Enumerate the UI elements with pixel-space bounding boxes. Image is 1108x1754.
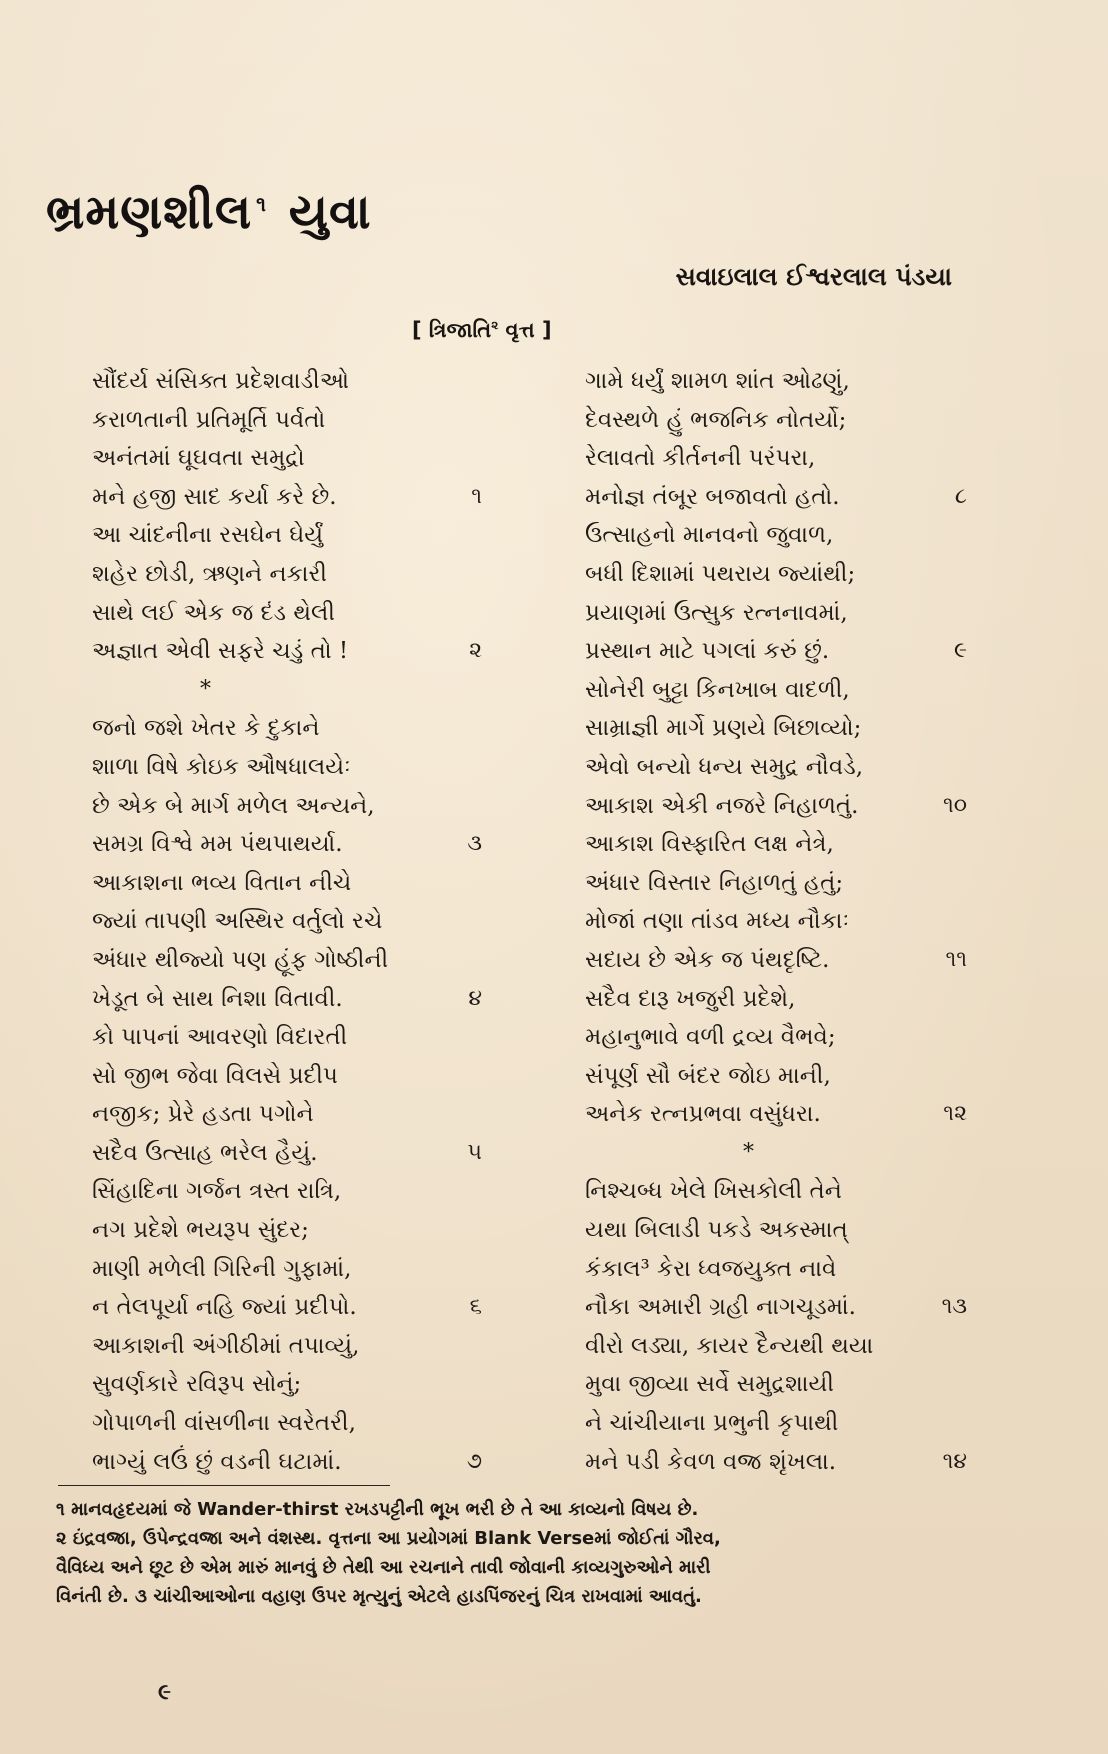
stanza-number: ૭ — [466, 1448, 482, 1474]
stanza-number — [442, 362, 482, 401]
stanza-number — [442, 941, 482, 980]
verse-text: કંકાલ³ કેરા ધ્વજયુક્ત નાવે — [585, 1255, 837, 1282]
stanza-number — [442, 1365, 482, 1404]
verse-text: મને હજી સાદ કર્યા કરે છે. — [92, 483, 337, 510]
stanza-number — [927, 1404, 967, 1443]
stanza-number: ૨ — [469, 638, 482, 664]
verse-line — [585, 1250, 967, 1289]
poem-title-suffix: યુવા — [288, 184, 372, 240]
verse-text: ન તેલપૂર્યા નહિ જ્યાં પ્રદીપો. — [92, 1294, 357, 1321]
stanza-number: ૪ — [468, 985, 482, 1011]
stanza-number: ૧૨ — [943, 1101, 967, 1127]
verse-line — [92, 902, 482, 941]
verse-text: સાથે લઈ એક જ દંડ થેલી — [92, 599, 335, 626]
stanza-number: ૧૩ — [941, 1294, 967, 1320]
stanza-number — [442, 1327, 482, 1366]
stanza-number — [927, 1327, 967, 1366]
verse-text: અનંતમાં ઘૂઘવતા સમુદ્રો — [92, 445, 305, 472]
stanza-number — [442, 1018, 482, 1057]
verse-text: સદૈવ ઉત્સાહ ભરેલ હૈયું. — [92, 1139, 318, 1166]
verse-line — [92, 401, 482, 440]
verse-text: અજ્ઞાત એવી સફરે ચડું તો ! — [92, 638, 349, 665]
verse-line — [585, 1172, 967, 1211]
verse-line — [585, 362, 967, 401]
stanza-number — [442, 516, 482, 555]
verse-line — [92, 1211, 482, 1250]
verse-text: ભાગ્યું લઉં છું વડની ઘટામાં. — [92, 1448, 342, 1475]
verse-text: આકાશ એકી નજરે નિહાળતું. — [585, 792, 859, 819]
verse-text: સુવર્ણકારે રવિરૂપ સોનું; — [92, 1371, 302, 1398]
verse-text: સમગ્ર વિશ્વે મમ પંથપાથર્યા. — [92, 831, 343, 858]
verse-text: ને ચાંચીયાના પ્રભુની કૃપાથી — [585, 1410, 839, 1437]
verse-text: સદૈવ દારૂ ખજુરી પ્રદેશે, — [585, 985, 796, 1012]
footnote-line: ૨ ઇંદ્રવજ્રા, ઉપેન્દ્રવજ્રા અને વંશસ્થ. વૃત્તના આ પ્રયોગમાં Blank Verseમાં જોઈતાં ગૌરવ, — [56, 1528, 721, 1549]
verse-text: સો જીભ જેવા વિલસે પ્રદીપ — [92, 1062, 338, 1089]
stanza-number — [442, 594, 482, 633]
meter-label — [412, 318, 552, 343]
stanza-number — [927, 401, 967, 440]
verse-line — [585, 787, 967, 826]
verse-text: નૌકા અમારી ગ્રહી નાગચૂડમાં. — [585, 1294, 856, 1321]
verse-line — [585, 1095, 967, 1134]
stanza-number — [442, 1095, 482, 1134]
verse-line — [92, 748, 482, 787]
stanza-number — [927, 555, 967, 594]
verse-line — [585, 1288, 967, 1327]
verse-text: સંપૂર્ણ સૌ બંદર જોઇ માની, — [585, 1062, 831, 1089]
stanza-number — [442, 864, 482, 903]
verse-line — [585, 902, 967, 941]
verse-text: આ ચાંદનીના રસઘેન ઘેર્યું — [92, 522, 324, 549]
footnote-line: વિનંતી છે. ૩ ચાંચીઆઓના વહાણ ઉપર મૃત્યુનું એટલે હાડપિંજરનું ચિત્ર રાખવામાં આવતું. — [56, 1586, 702, 1607]
stanza-number — [927, 362, 967, 401]
poem-left-column — [92, 362, 482, 1481]
verse-line — [585, 478, 967, 517]
footnote-line: ૧ માનવહૃદયમાં જે Wander-thirst રખડપટ્ટીની ભૂખ ભરી છે તે આ કાવ્યનો વિષય છે. — [56, 1499, 699, 1520]
stanza-separator: * — [200, 676, 211, 702]
verse-text: યથા બિલાડી પકડે અકસ્માત્ — [585, 1217, 848, 1244]
verse-line — [585, 439, 967, 478]
verse-line — [92, 362, 482, 401]
verse-line — [585, 748, 967, 787]
verse-line — [585, 864, 967, 903]
verse-text: સદાય છે એક જ પંથદૃષ્ટિ. — [585, 946, 830, 973]
verse-line — [92, 1134, 482, 1173]
verse-line — [92, 864, 482, 903]
verse-text: એવો બન્યો ધન્ય સમુદ્ર નૌવડે, — [585, 753, 864, 780]
verse-text: પ્રસ્થાન માટે પગલાં કરું છું. — [585, 638, 830, 665]
stanza-number — [442, 902, 482, 941]
stanza-number — [927, 748, 967, 787]
verse-text: મોજાં તણા તાંડવ મધ્ય નૌકાઃ — [585, 908, 850, 935]
footnote-marker-2: ૨ — [491, 318, 499, 332]
stanza-number: ૧૪ — [942, 1448, 967, 1474]
stanza-number — [927, 980, 967, 1019]
stanza-number: ૮ — [954, 483, 967, 509]
verse-text: મને પડી કેવળ વજ્ર શૃંખલા. — [585, 1448, 837, 1475]
verse-line — [92, 516, 482, 555]
footnotes — [56, 1495, 962, 1611]
verse-line — [92, 632, 482, 671]
stanza-number: ૧ — [471, 483, 482, 509]
verse-text: રેલાવતો કીર્તનની પરંપરા, — [585, 445, 816, 472]
verse-text: સિંહાદિના ગર્જન ત્રસ્ત રાત્રિ, — [92, 1178, 342, 1205]
stanza-number — [442, 439, 482, 478]
stanza-number — [927, 1211, 967, 1250]
stanza-number — [927, 902, 967, 941]
stanza-number — [927, 709, 967, 748]
verse-line — [92, 594, 482, 633]
stanza-number — [442, 555, 482, 594]
verse-line — [585, 401, 967, 440]
verse-line — [92, 478, 482, 517]
stanza-number: ૯ — [953, 638, 967, 664]
stanza-number — [927, 825, 967, 864]
verse-text: ઉત્સાહનો માનવનો જુવાળ, — [585, 522, 834, 549]
stanza-number — [442, 709, 482, 748]
meter-label-suffix: વૃત્ત ] — [498, 318, 552, 342]
verse-text: કો પાપનાં આવરણો વિદારતી — [92, 1024, 348, 1051]
verse-line — [92, 1057, 482, 1096]
verse-text: છે એક બે માર્ગ મળેલ અન્યને, — [92, 792, 375, 819]
verse-line — [92, 1365, 482, 1404]
verse-line — [92, 1250, 482, 1289]
verse-line — [92, 825, 482, 864]
stanza-number — [927, 594, 967, 633]
verse-line — [92, 787, 482, 826]
verse-line — [585, 980, 967, 1019]
stanza-number — [442, 787, 482, 826]
verse-text: સામ્રાજ્ઞી માર્ગે પ્રણયે બિછાવ્યો; — [585, 715, 862, 742]
stanza-number — [927, 1018, 967, 1057]
verse-line — [585, 709, 967, 748]
poem-title — [46, 184, 372, 240]
stanza-number — [442, 1250, 482, 1289]
verse-line — [585, 1211, 967, 1250]
verse-line — [585, 555, 967, 594]
verse-text: સૌંદર્ય સંસિક્ત પ્રદેશવાડીઓ — [92, 368, 349, 394]
verse-text: અંધાર થીજ્યો પણ હૂંફ ગોષ્ઠીની — [92, 946, 389, 973]
stanza-number: ૧૦ — [942, 792, 967, 818]
stanza-number — [927, 439, 967, 478]
verse-text: બધી દિશામાં પથરાય જ્યાંથી; — [585, 560, 856, 587]
verse-text: જનો જશે ખેતર કે દુકાને — [92, 715, 320, 742]
verse-line — [585, 1404, 967, 1443]
stanza-number — [442, 1057, 482, 1096]
verse-text: શાળા વિષે કોઇક ઔષધાલયેઃ — [92, 753, 351, 780]
stanza-number: ૧૧ — [945, 946, 967, 972]
stanza-number — [927, 1172, 967, 1211]
author-name: સવાઇલાલ ઈશ્વરલાલ પંડયા — [675, 262, 952, 291]
verse-text: નજીક; પ્રેરે હડતા પગોને — [92, 1101, 314, 1128]
poem-title-text: ભ્રમણશીલ — [46, 184, 253, 240]
stanza-number — [442, 1172, 482, 1211]
verse-text: આકાશની અંગીઠીમાં તપાવ્યું, — [92, 1332, 360, 1359]
verse-text: મનોજ્ઞ તંબૂર બજાવતો હતો. — [585, 483, 840, 510]
verse-line — [92, 439, 482, 478]
verse-text: પ્રયાણમાં ઉત્સુક રત્નનાવમાં, — [585, 599, 848, 626]
verse-text: સોનેરી બુટ્ટા કિનખાબ વાદળી, — [585, 676, 850, 703]
stanza-number: ૩ — [467, 831, 482, 857]
stanza-number — [927, 1250, 967, 1289]
verse-line — [92, 941, 482, 980]
page-number: ૯ — [158, 1680, 172, 1705]
verse-line — [585, 825, 967, 864]
verse-line — [585, 516, 967, 555]
stanza-number — [927, 1057, 967, 1096]
stanza-number — [927, 516, 967, 555]
poem-right-column — [585, 362, 967, 1481]
verse-line — [585, 1057, 967, 1096]
verse-line — [92, 1172, 482, 1211]
verse-line — [585, 941, 967, 980]
verse-text: આકાશના ભવ્ય વિતાન નીચે — [92, 869, 352, 896]
stanza-number — [442, 1404, 482, 1443]
verse-line — [92, 709, 482, 748]
verse-line — [92, 1443, 482, 1482]
verse-text: ખેડૂત બે સાથ નિશા વિતાવી. — [92, 985, 343, 1012]
verse-line — [585, 1327, 967, 1366]
verse-text: અંધાર વિસ્તાર નિહાળતું હતું; — [585, 869, 844, 896]
stanza-number — [442, 401, 482, 440]
verse-text: મહાનુભાવે વળી દ્રવ્ય વૈભવે; — [585, 1024, 836, 1051]
verse-line — [92, 1404, 482, 1443]
verse-line — [585, 1443, 967, 1482]
verse-line — [585, 1365, 967, 1404]
stanza-number — [442, 748, 482, 787]
verse-text: માણી મળેલી ગિરિની ગુફામાં, — [92, 1255, 352, 1282]
verse-text: ગામે ધર્યું શામળ શાંત ઓઢણું, — [585, 368, 850, 394]
verse-text: કરાળતાની પ્રતિમૂર્તિ પર્વતો — [92, 406, 326, 433]
verse-text: નગ પ્રદેશે ભયરૂપ સુંદર; — [92, 1217, 309, 1244]
verse-text: મુવા જીવ્યા સર્વે સમુદ્રશાયી — [585, 1371, 834, 1398]
footnote-divider — [58, 1485, 390, 1486]
verse-text: આકાશ વિસ્ફારિત લક્ષ નેત્રે, — [585, 831, 834, 858]
footnote-marker-1: ૧ — [256, 192, 267, 216]
verse-line — [92, 1018, 482, 1057]
stanza-number: ૬ — [469, 1294, 482, 1320]
verse-line — [92, 980, 482, 1019]
stanza-number — [442, 1211, 482, 1250]
stanza-number — [927, 864, 967, 903]
stanza-number: ૫ — [467, 1139, 482, 1165]
verse-text: જ્યાં તાપણી અસ્થિર વર્તુલો રચે — [92, 908, 383, 935]
verse-line — [585, 594, 967, 633]
stanza-separator: * — [743, 1139, 754, 1165]
footnote-line: વૈવિધ્ય અને છૂટ છે એમ મારું માનવું છે તેથી આ રચનાને તાવી જોવાની કાવ્યગુરુઓને મારી — [56, 1557, 711, 1578]
verse-text: શહેર છોડી, ઋણને નકારી — [92, 560, 327, 587]
verse-line — [585, 1018, 967, 1057]
verse-line — [585, 632, 967, 671]
stanza-number — [927, 1365, 967, 1404]
verse-text: અનેક રત્નપ્રભવા વસુંધરા. — [585, 1101, 821, 1128]
verse-line — [585, 671, 967, 710]
meter-label-text: [ ત્રિજાતિ — [412, 318, 492, 342]
verse-line — [92, 1095, 482, 1134]
verse-line — [92, 1327, 482, 1366]
verse-line — [92, 1288, 482, 1327]
verse-text: વીરો લડ્યા, કાયર દૈન્યથી થયા — [585, 1332, 874, 1359]
verse-line — [92, 555, 482, 594]
stanza-number — [927, 671, 967, 710]
verse-text: નિશ્ચબ્ધ ખેલે ખિસકોલી તેને — [585, 1178, 842, 1205]
verse-text: ગોપાળની વાંસળીના સ્વરેતરી, — [92, 1410, 356, 1437]
verse-text: દેવસ્થળે હું ભજનિક નોતર્યો; — [585, 406, 847, 433]
